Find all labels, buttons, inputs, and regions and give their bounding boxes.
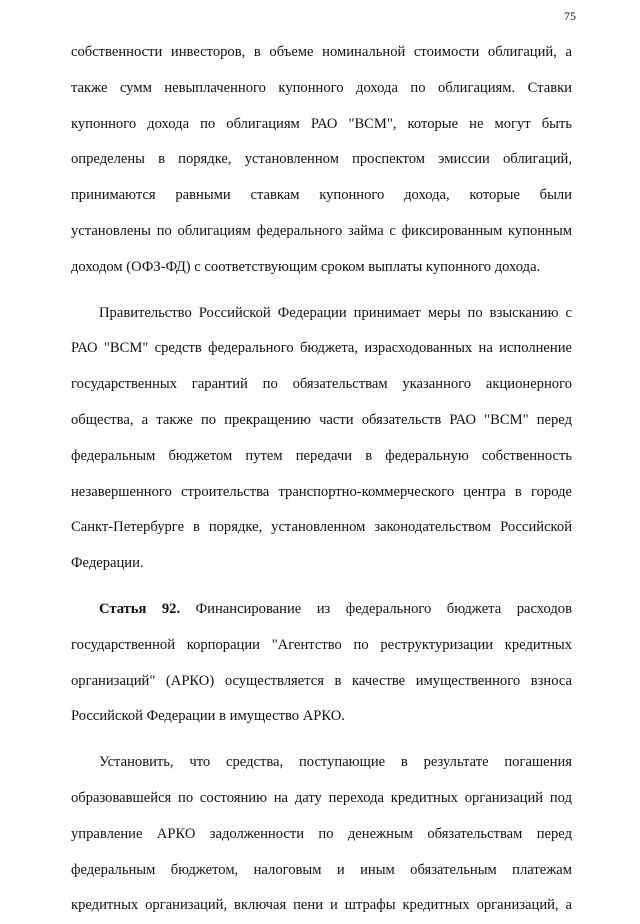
page-number: 75: [564, 9, 576, 23]
text-line: организаций" (АРКО) осуществляется в качестве имущественного взноса: [71, 672, 572, 689]
text-line: определены в порядке, установленном проспектом эмиссии облигаций,: [71, 151, 572, 168]
text-line: управление АРКО задолженности по денежным обязательствам перед: [71, 825, 572, 842]
text-line: принимаются равными ставкам купонного дохода, которые были: [71, 187, 572, 204]
text-line: [71, 592, 572, 628]
text-line: общества, а также по прекращению части обязательств РАО "ВСМ" перед: [71, 411, 572, 428]
text-line: Федерации.: [71, 555, 144, 572]
text-line: федеральным бюджетом путем передачи в федеральную собственность: [71, 447, 572, 464]
paragraph-government-measures: [71, 296, 572, 582]
text-line: установлены по облигациям федерального займа с фиксированным купонным: [71, 222, 572, 239]
paragraph-coupon-yield: [71, 35, 572, 286]
text-line: государственных гарантий по обязательствам указанного акционерного: [71, 376, 572, 393]
text-line: собственности инвесторов, в объеме номинальной стоимости облигаций, а: [71, 44, 572, 60]
paragraph-spacer: [71, 286, 572, 296]
text-line: купонного дохода по облигациям РАО "ВСМ", которые не могут быть: [71, 115, 572, 132]
paragraph-article-92: [71, 592, 572, 735]
text-line: Правительство Российской Федерации принимает меры по взысканию с: [99, 304, 572, 321]
text-line: Установить, что средства, поступающие в результате погашения: [99, 754, 572, 771]
text-line: незавершенного строительства транспортно-коммерческого центра в городе: [71, 483, 572, 500]
text-line: федеральным бюджетом, налоговым и иным обязательным платежам: [71, 861, 572, 878]
text-line: образовавшейся по состоянию на дату перехода кредитных организаций под: [71, 789, 572, 806]
text-line: доходом (ОФЗ-ФД) с соответствующим сроком выплаты купонного дохода.: [71, 258, 541, 275]
article-label: Статья 92.: [99, 600, 181, 617]
paragraph-spacer: [71, 735, 572, 745]
text-line: Санкт-Петербурге в порядке, установленном законодательством Российской: [71, 519, 572, 536]
text-line: РАО "ВСМ" средств федерального бюджета, израсходованных на исполнение: [71, 340, 572, 357]
article-first-line-text: Финансирование из федерального бюджета расходов: [195, 600, 572, 617]
text-line: также сумм невыплаченного купонного дохода по облигациям. Ставки: [71, 79, 572, 96]
text-line: государственной корпорации "Агентство по реструктуризации кредитных: [71, 636, 572, 653]
paragraph-spacer: [71, 582, 572, 592]
text-line: Российской Федерации в имущество АРКО.: [71, 708, 345, 725]
paragraph-arko-funds: [71, 745, 572, 924]
document-body: [71, 35, 572, 924]
text-line: кредитных организаций, включая пени и штрафы кредитных организаций, а: [71, 897, 572, 914]
